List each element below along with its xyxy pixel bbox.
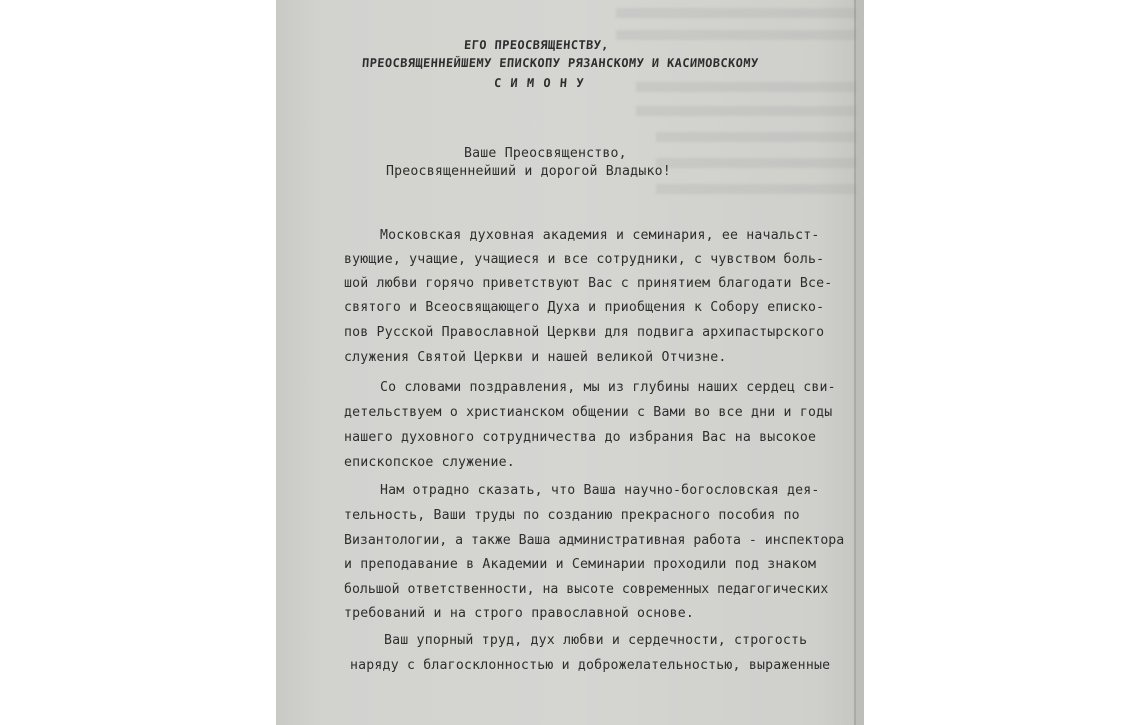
body-line: Московская духовная академия и семинария, ее начальст- bbox=[380, 228, 820, 243]
body-line: вующие, учащие, учащиеся и все сотрудники, с чувством боль- bbox=[344, 252, 825, 267]
salutation-line-2: Преосвященнейший и дорогой Владыко! bbox=[386, 164, 671, 179]
document-text bbox=[276, 0, 864, 725]
header-line-1: ЕГО ПРЕОСВЯЩЕНСТВУ, bbox=[463, 38, 610, 52]
salutation-line-1: Ваше Преосвященство, bbox=[464, 146, 627, 161]
body-line: епископское служение. bbox=[344, 455, 515, 470]
body-line: шой любви горячо приветствуют Вас с принятием благодати Все- bbox=[344, 276, 833, 291]
body-line: Нам отрадно сказать, что Ваша научно-богословская дея- bbox=[380, 483, 820, 498]
body-line: тельность, Ваши труды по созданию прекрасного пособия по bbox=[344, 508, 800, 523]
body-line: Византологии, а также Ваша административная работа - инспектора bbox=[344, 533, 845, 548]
body-line: требований и на строго православной основе. bbox=[344, 606, 695, 621]
body-line: наряду с благосклонностью и доброжелательностью, выраженные bbox=[350, 658, 831, 673]
header-line-2: ПРЕОСВЯЩЕННЕЙШЕМУ ЕПИСКОПУ РЯЗАНСКОМУ И КАСИМОВСКОМУ bbox=[361, 56, 759, 70]
body-line: большой ответственности, на высоте современных педагогических bbox=[344, 582, 829, 597]
body-line: святого и Всеосвящающего Духа и приобщения к Собору еписко- bbox=[344, 300, 825, 315]
header-line-3: С И М О Н У bbox=[493, 76, 585, 90]
body-line: служения Святой Церкви и нашей великой Отчизне. bbox=[344, 350, 727, 365]
body-line: нашего духовного сотрудничества до избрания Вас на высокое bbox=[344, 430, 817, 445]
body-line: пов Русской Православной Церкви для подвига архипастырского bbox=[344, 325, 825, 340]
body-line: детельствуем о христианском общении с Вами во все дни и годы bbox=[344, 405, 833, 420]
body-line: Ваш упорный труд, дух любви и сердечности, строгость bbox=[384, 633, 808, 648]
body-line: и преподавание в Академии и Семинарии проходили под знаком bbox=[344, 557, 817, 572]
typewritten-page bbox=[276, 0, 864, 725]
body-line: Со словами поздравления, мы из глубины наших сердец сви- bbox=[380, 380, 836, 395]
